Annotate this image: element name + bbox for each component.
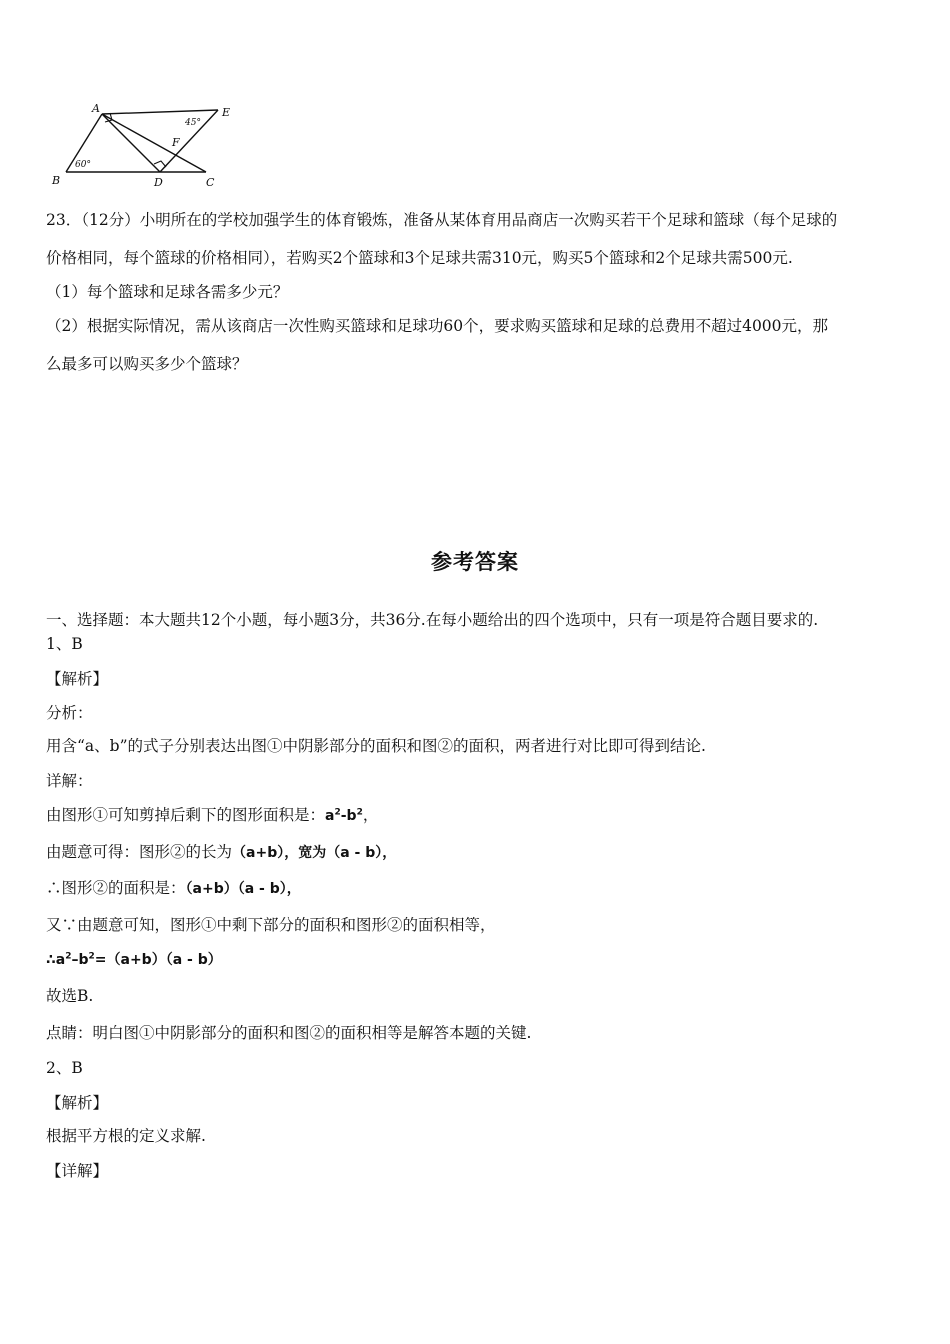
angle-e-label: 45°: [185, 118, 201, 128]
answer-1-step-1: 由图形①可知剪掉后剩下的图形面积是：$a^2-b^2$，: [46, 806, 379, 824]
answer-1-step-3: [46, 878, 301, 899]
answer-1-comment: 点睛：明白图①中阴影部分的面积和图②的面积相等是解答本题的关键.: [46, 1024, 532, 1042]
answer-2-xiangjie: 【详解】: [46, 1162, 109, 1180]
answers-title: 参考答案: [431, 549, 519, 574]
q23-part-2-line-1: （2）根据实际情况，需从该商店一次性购买篮球和足球功60个，要求购买篮球和足球的总费用不超过4000元，那: [46, 317, 829, 335]
section-1-heading: 一、选择题：本大题共12个小题，每小题3分，共36分.在每小题给出的四个选项中，只有一项是符合题目要求的.: [46, 611, 819, 629]
answer-1-step-5: $\therefore a^2-b^2=(a+b)(a - b)$: [46, 951, 222, 968]
step-3-math: （a+b）（a - b），: [185, 881, 301, 897]
answer-1-xiangjie: 详解：: [46, 772, 93, 790]
segment-ae: [102, 110, 218, 114]
angle-b-label: 60°: [75, 160, 91, 170]
label-a: A: [92, 102, 100, 115]
step-1-math: $a^2-b^2$: [325, 807, 363, 824]
q23-part-1: （1）每个篮球和足球各需多少元？: [46, 283, 289, 301]
label-d: D: [154, 176, 163, 189]
step-1-text: 由图形①可知剪掉后剩下的图形面积是：: [46, 806, 326, 824]
q23-line-1: 23．（12分）小明所在的学校加强学生的体育锻炼，准备从某体育用品商店一次购买若干个足球和篮球（每个足球的: [46, 211, 838, 229]
triangle-diagram: [48, 98, 248, 194]
geometry-figure: [48, 98, 248, 194]
label-e: E: [222, 106, 231, 119]
answer-1-jiexi: 【解析】: [46, 670, 109, 688]
segment-ad: [102, 114, 160, 172]
step-3-text: ∴图形②的面积是：: [46, 879, 186, 897]
answer-1-fenxi: 分析：: [46, 704, 93, 722]
label-f: F: [172, 136, 180, 149]
answer-1-step-4: 又∵由题意可知，图形①中剩下部分的面积和图形②的面积相等，: [46, 916, 496, 934]
answer-1-step-2: [46, 842, 396, 863]
answer-1-choose: 故选B.: [46, 987, 94, 1005]
answer-2-text: 根据平方根的定义求解.: [46, 1127, 206, 1145]
right-angle-d: [154, 161, 166, 167]
step-2-math: （a+b），宽为（a - b），: [232, 845, 397, 861]
answer-2-jiexi: 【解析】: [46, 1094, 109, 1112]
label-b: B: [52, 174, 61, 187]
step-2-text: 由题意可得：图形②的长为: [46, 843, 233, 861]
q23-part-2-line-2: 么最多可以购买多少个篮球？: [46, 355, 248, 373]
answer-2-number: 2、B: [46, 1059, 83, 1077]
answer-1-fenxi-text: 用含“a、b”的式子分别表达出图①中阴影部分的面积和图②的面积，两者进行对比即可得到结论.: [46, 737, 706, 755]
q23-line-2: 价格相同，每个篮球的价格相同），若购买2个篮球和3个足球共需310元，购买5个篮球和2个足球共需500元.: [46, 249, 793, 267]
label-c: C: [206, 176, 215, 189]
answer-1-number: 1、B: [46, 635, 83, 653]
